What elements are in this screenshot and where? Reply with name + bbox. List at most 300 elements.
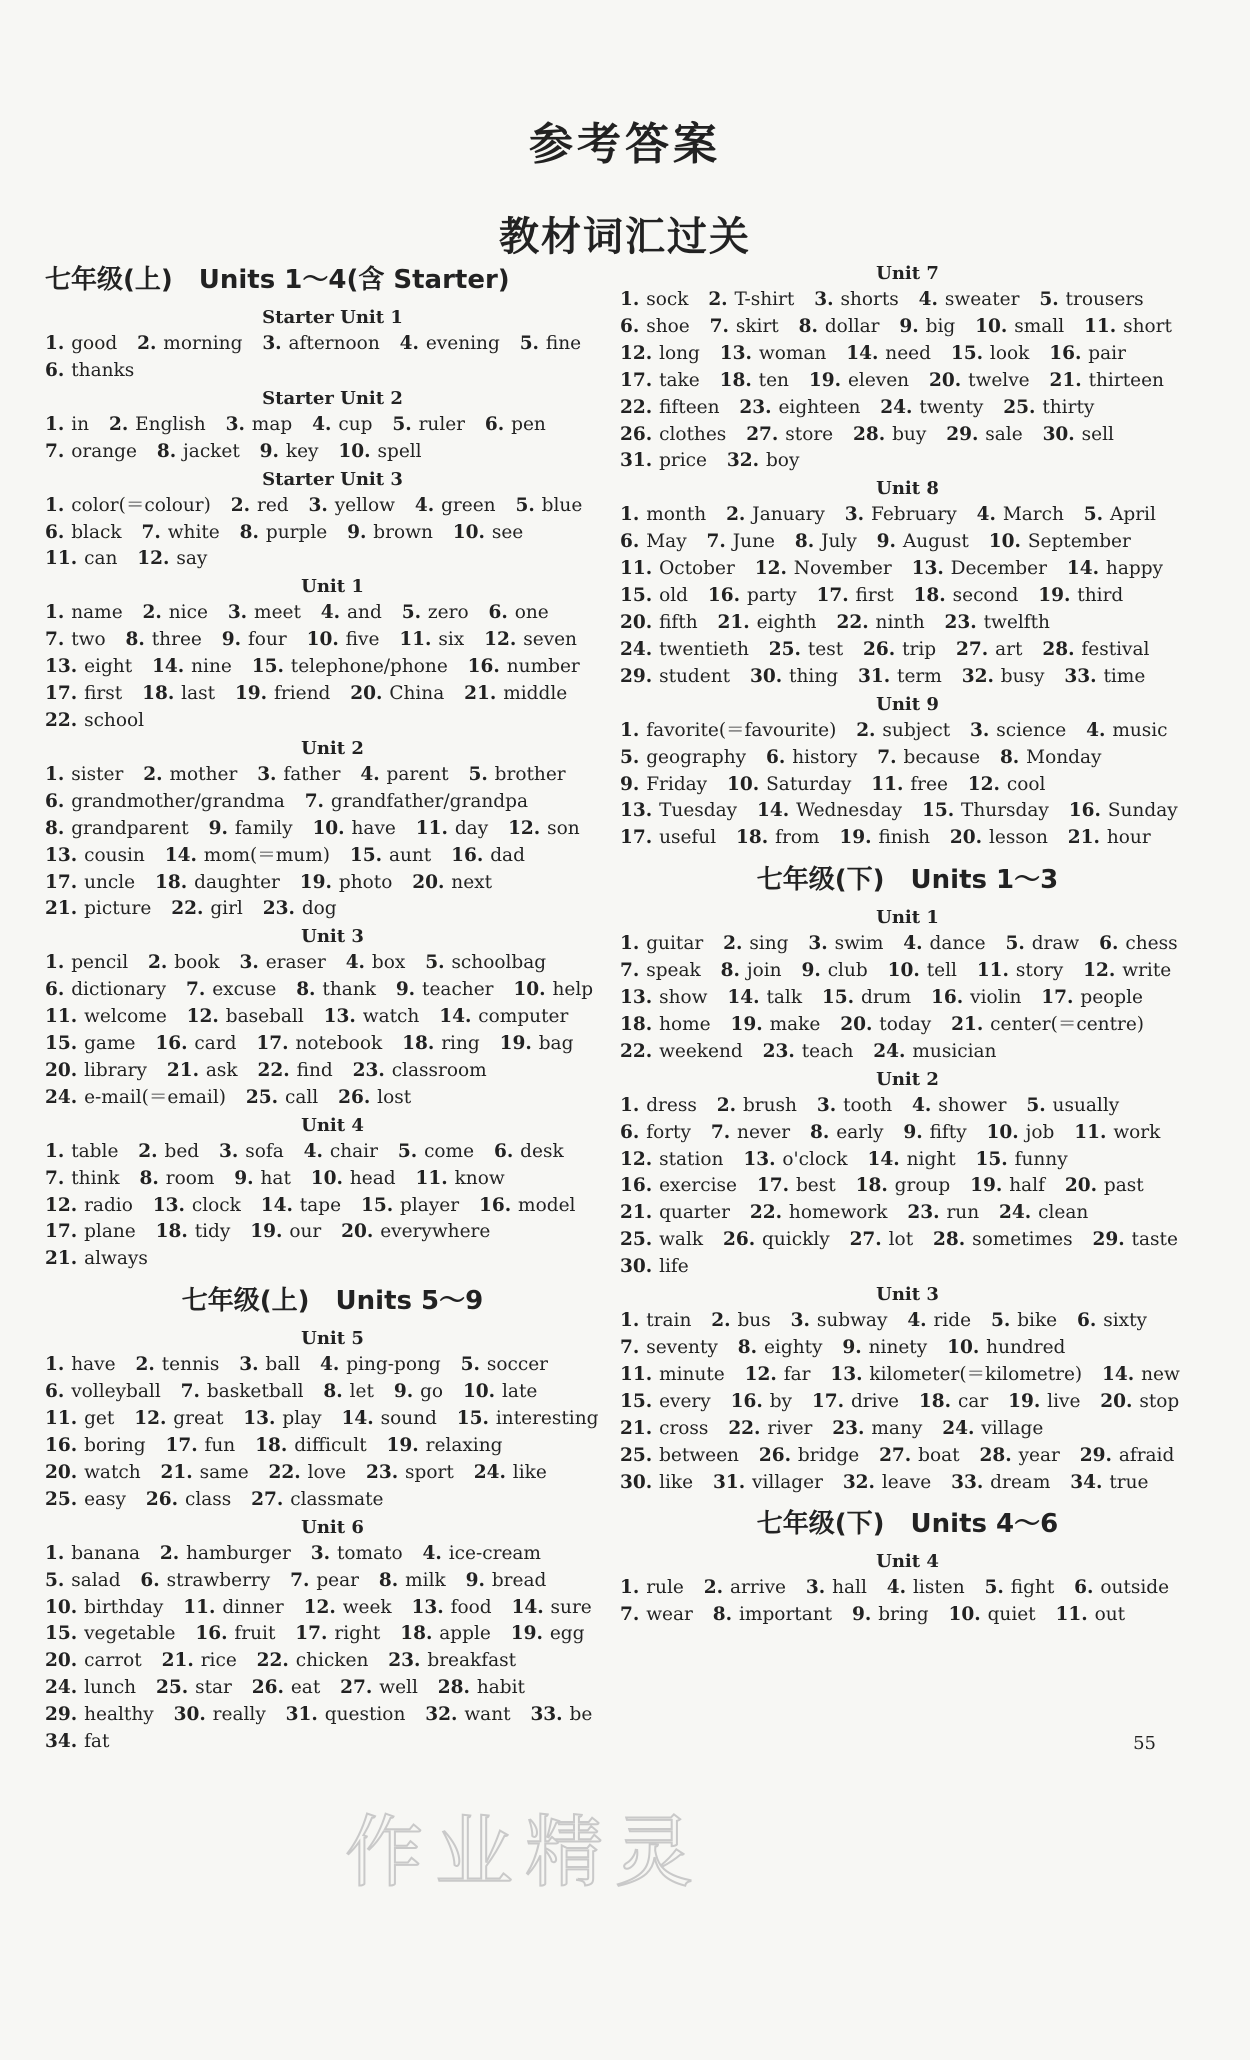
word-item: 9. brown [347,521,433,543]
word-text: look [989,342,1030,364]
word-item: 11. short [1084,315,1172,337]
word-item: 13. cousin [45,844,145,866]
word-item: 16. number [467,656,580,678]
word-item: 12. station [620,1148,724,1170]
word-text: life [659,1256,689,1278]
word-text: find [296,1059,333,1081]
word-text: need [885,342,931,364]
word-item: 26. quickly [722,1229,830,1251]
word-text: car [957,1390,989,1412]
word-item: 19. bag [499,1033,574,1055]
word-text: fun [204,1435,236,1456]
word-text: live [1047,1390,1081,1412]
word-item: 23. teach [762,1040,854,1062]
word-item: 3. swim [808,933,884,955]
word-text: first [855,585,894,607]
word-item: 8. July [794,531,857,553]
word-text: interesting [495,1408,599,1430]
word-item: 26. bridge [758,1444,860,1466]
word-item: 7. orange [45,440,137,462]
word-item: 9. bring [852,1604,929,1626]
word-item: 1. in [45,413,90,435]
word-text: our [289,1221,322,1243]
unit-heading: Unit 8 [876,478,939,500]
word-item: 31. question [285,1704,406,1726]
word-item: 30. like [620,1471,694,1493]
word-text: bring [878,1604,929,1626]
word-item: 4. ice-cream [422,1542,541,1564]
word-text: number [506,656,580,678]
word-item: 20. China [350,683,445,705]
word-item: 20. today [840,1013,932,1035]
word-item: 3. subway [790,1310,888,1332]
word-text: weekend [659,1040,743,1062]
word-text: friend [274,683,331,705]
word-item: 22. find [257,1059,333,1081]
word-text: listen [913,1577,965,1599]
word-text: sound [380,1408,437,1430]
word-text: out [1094,1604,1126,1626]
word-text: dog [301,898,337,920]
word-item: 22. girl [171,898,243,920]
word-item: 25. test [768,638,844,660]
unit-heading: Unit 2 [876,1068,939,1090]
word-item: 2. mother [143,763,238,785]
word-text: Monday [1026,746,1102,768]
word-text: fifteen [659,396,720,418]
word-item: 19. photo [299,871,393,893]
unit-heading: Unit 1 [876,907,939,929]
word-item: 7. white [141,521,220,543]
word-text: telephone/phone [290,656,448,678]
word-text: festival [1081,638,1150,660]
section-heading: 七年级(上) Units 1～4(含 Starter) [45,265,510,295]
word-item: 14. happy [1066,558,1163,580]
word-text: eleven [847,369,910,391]
word-item: 14. nine [152,656,232,678]
vocab-section [620,1504,1195,1629]
word-item: 8. room [139,1167,215,1189]
word-text: classroom [391,1059,487,1081]
word-item: 2. subject [856,719,951,741]
word-list [620,718,1195,853]
word-item: 6. history [765,746,858,768]
word-text: really [212,1704,266,1726]
word-text: family [234,817,293,839]
word-text: sweater [944,289,1020,310]
unit-heading: Unit 5 [301,1328,364,1350]
word-item: 27. well [340,1677,418,1699]
word-text: quickly [762,1229,830,1251]
word-text: draw [1031,933,1080,955]
word-text: today [879,1013,932,1035]
word-item: 7. grandfather/grandpa [304,790,528,812]
word-text: story [1015,960,1064,982]
word-item: 1. good [45,333,118,354]
word-text: habit [476,1677,525,1699]
word-text: pencil [71,952,129,974]
word-item: 6. outside [1074,1577,1170,1599]
word-text: chess [1125,933,1178,955]
word-item: 2. sing [723,933,789,955]
word-text: say [176,548,208,570]
word-text: history [792,746,858,768]
word-item: 11. can [45,548,118,570]
word-item: 5. April [1083,504,1156,526]
word-item: 20. twelve [928,369,1030,391]
word-text: brown [373,521,433,543]
word-item: 2. morning [137,333,243,354]
word-item: 17. plane [45,1221,136,1243]
word-item: 12. long [620,342,700,364]
word-item: 19. relaxing [386,1435,503,1456]
word-item: 17. useful [620,827,717,849]
word-item: 21. thirteen [1049,369,1164,391]
word-text: help [552,979,594,1001]
word-text: e-mail(＝email) [84,1086,226,1108]
word-item: 6. May [620,531,687,553]
word-item: 10. tell [887,960,957,982]
word-item: 28. festival [1042,638,1150,660]
word-list [45,1352,620,1513]
word-text: dress [646,1094,697,1116]
word-text: September [1027,531,1131,553]
word-text: in [71,413,90,435]
word-text: sister [71,763,124,785]
word-text: best [795,1175,836,1197]
word-item: 15. game [45,1033,136,1055]
word-item: 29. student [620,665,731,687]
word-item: 17. fun [165,1435,236,1456]
word-text: price [659,450,707,472]
word-item: 6. black [45,521,122,543]
word-item: 18. group [855,1175,951,1197]
word-item: 29. taste [1092,1229,1178,1251]
word-text: twelfth [983,611,1050,633]
word-text: middle [503,683,568,705]
word-text: right [334,1623,381,1645]
word-text: musician [912,1040,997,1062]
word-text: run [946,1202,980,1224]
word-item: 5. bike [990,1310,1058,1332]
word-item: 22. chicken [256,1650,369,1672]
word-text: chicken [295,1650,369,1672]
word-text: happy [1105,558,1163,580]
word-item: 17. first [816,585,894,607]
word-text: fruit [234,1623,276,1645]
word-text: black [71,521,122,543]
word-item: 26. lost [338,1086,412,1108]
word-item: 4. March [976,504,1064,526]
word-item: 10. birthday [45,1596,164,1618]
word-item: 1. have [45,1354,116,1376]
word-text: library [84,1059,147,1081]
word-text: day [454,817,489,839]
word-item: 9. teacher [395,979,494,1001]
word-item: 4. listen [886,1577,965,1599]
word-item: 6. chess [1099,933,1178,955]
word-text: book [174,952,220,974]
word-text: yellow [334,494,395,516]
word-item: 22. river [728,1417,813,1439]
word-text: April [1110,504,1156,526]
word-item: 15. look [950,342,1030,364]
word-text: far [783,1363,811,1385]
word-item: 11. welcome [45,1006,167,1028]
word-item: 23. twelfth [944,611,1050,633]
word-text: seven [523,629,577,651]
word-text: everywhere [380,1221,491,1243]
word-item: 18. ring [402,1033,480,1055]
word-item: 17. drive [811,1390,899,1412]
word-item: 3. February [844,504,957,526]
word-item: 12. great [134,1408,224,1430]
word-text: October [659,558,735,580]
word-item: 29. healthy [45,1704,154,1726]
word-item: 14. mom(＝mum) [164,844,330,866]
word-text: May [646,531,687,553]
word-item: 14. new [1102,1363,1180,1385]
word-item: 22. school [45,709,145,731]
word-list [45,762,620,923]
word-text: cross [659,1417,709,1439]
word-text: red [256,494,289,516]
word-text: from [775,827,820,849]
word-item: 9. big [899,315,956,337]
word-item: 7. wear [620,1604,693,1626]
word-text: second [952,585,1019,607]
word-text: good [71,333,118,354]
word-text: clean [1038,1202,1089,1224]
word-item: 15. aunt [349,844,432,866]
word-text: meet [254,602,301,624]
word-text: strawberry [166,1569,271,1591]
word-text: early [836,1121,884,1143]
word-text: violin [970,987,1022,1009]
word-item: 5. brother [468,763,566,785]
word-item: 12. week [303,1596,392,1618]
word-item: 17. take [620,369,700,391]
word-text: English [135,413,206,435]
page-number: 55 [1133,1733,1156,1754]
word-text: ask [205,1059,238,1081]
word-list [620,1308,1195,1496]
word-item: 3. hall [805,1577,867,1599]
word-text: lost [377,1086,412,1108]
word-text: tell [926,960,957,982]
word-list [620,1093,1195,1281]
word-item: 2. nice [142,602,208,624]
word-text: science [996,719,1067,741]
word-item: 9. Friday [620,773,708,795]
word-text: watch [362,1006,420,1028]
word-text: skirt [735,315,779,337]
word-text: swim [834,933,884,955]
unit-heading: Unit 1 [301,576,364,598]
word-text: teach [801,1040,854,1062]
word-item: 9. bread [465,1569,547,1591]
word-item: 8. dollar [798,315,880,337]
word-item: 11. know [415,1167,505,1189]
vocab-section [45,1281,620,1756]
word-text: August [902,531,969,553]
word-text: boring [84,1435,146,1456]
word-item: 30. life [620,1256,689,1278]
word-text: test [807,638,844,660]
word-text: fifty [929,1121,967,1143]
word-text: between [659,1444,739,1466]
word-text: subway [816,1310,888,1332]
word-text: village [981,1417,1044,1439]
word-text: picture [84,898,152,920]
word-text: lesson [989,827,1048,849]
word-text: jacket [183,440,240,462]
word-text: sock [646,289,689,310]
word-item: 3. shorts [814,289,899,310]
word-text: tape [299,1194,342,1216]
word-text: eighty [763,1337,823,1358]
word-item: 1. dress [620,1094,697,1116]
word-text: free [910,773,948,795]
vocab-section [620,860,1195,1496]
word-text: morning [163,333,243,354]
word-item: 19. make [730,1013,821,1035]
word-text: twenty [919,396,984,418]
word-item: 19. third [1038,585,1124,607]
word-item: 7. two [45,629,106,651]
word-item: 6. grandmother/grandma [45,790,285,812]
word-item: 10. have [312,817,396,839]
word-item: 8. jacket [156,440,240,462]
unit-heading: Starter Unit 1 [262,307,403,328]
word-text: every [659,1390,711,1412]
word-item: 6. shoe [620,315,690,337]
word-text: woman [758,342,827,364]
word-item: 1. train [620,1310,692,1332]
word-text: thank [322,979,376,1001]
word-text: exercise [659,1175,737,1197]
word-item: 10. quiet [948,1604,1036,1626]
word-text: table [71,1140,119,1162]
word-text: tomato [336,1542,403,1564]
word-item: 14. tape [260,1194,342,1216]
word-text: question [324,1704,406,1726]
word-list [45,600,620,735]
word-text: July [821,531,857,553]
word-item: 26. class [145,1488,232,1510]
word-item: 7. skirt [709,315,779,337]
word-item: 5. ruler [392,413,466,435]
word-item: 7. excuse [185,979,277,1001]
word-item: 27. classmate [251,1488,384,1510]
word-item: 23. run [907,1202,980,1224]
word-text: music [1112,719,1168,741]
word-text: sport [405,1461,454,1483]
word-item: 22. weekend [620,1040,743,1062]
word-item: 4. green [414,494,496,516]
word-text: color(＝colour) [71,494,211,516]
word-text: watch [84,1461,141,1483]
word-item: 3. meet [227,602,301,624]
word-text: have [351,817,396,839]
word-item: 20. carrot [45,1650,142,1672]
word-item: 8. important [712,1604,833,1626]
word-item: 7. because [877,746,981,768]
word-text: milk [405,1569,446,1591]
word-item: 2. red [230,494,289,516]
word-text: Wednesday [796,800,903,822]
word-item: 13. kilometer(＝kilometre) [830,1363,1083,1385]
word-item: 18. apple [400,1623,491,1645]
word-list [45,412,620,466]
word-list [620,1575,1195,1629]
word-text: cool [1006,773,1046,795]
word-item: 4. dance [903,933,986,955]
word-item: 17. people [1041,987,1143,1009]
word-text: dream [990,1471,1051,1493]
word-text: food [450,1596,492,1618]
word-item: 24. e-mail(＝email) [45,1086,226,1108]
word-text: dad [490,844,525,866]
word-text: card [194,1033,237,1055]
word-item: 28. year [979,1444,1060,1466]
word-text: rule [646,1577,684,1599]
word-text: Sunday [1107,800,1178,822]
word-text: buy [892,423,927,445]
word-text: twentieth [659,638,749,660]
word-text: star [195,1677,232,1699]
word-item: 15. Thursday [921,800,1049,822]
word-text: let [349,1381,374,1403]
word-item: 20. stop [1100,1390,1180,1412]
word-text: sell [1081,423,1114,445]
word-item: 28. sometimes [933,1229,1073,1251]
word-text: easy [84,1488,127,1510]
word-item: 34. true [1070,1471,1149,1493]
word-text: finish [878,827,931,849]
word-text: usually [1052,1094,1120,1116]
word-item: 21. quarter [620,1202,730,1224]
left-column [45,260,620,1756]
word-item: 25. easy [45,1488,127,1510]
word-text: four [247,629,287,651]
word-item: 8. three [125,629,202,651]
word-item: 5. fight [984,1577,1055,1599]
word-text: taste [1131,1229,1178,1251]
word-item: 20. past [1064,1175,1144,1197]
word-item: 16. model [478,1194,576,1216]
word-text: zero [427,602,469,624]
word-item: 16. boring [45,1435,146,1456]
word-item: 9. August [876,531,969,553]
word-text: five [345,629,380,651]
word-text: radio [84,1194,133,1216]
word-item: 16. fruit [195,1623,276,1645]
word-text: bed [164,1140,200,1162]
word-item: 18. from [736,827,820,849]
word-item: 21. rice [161,1650,237,1672]
word-text: show [659,987,708,1009]
word-text: bus [737,1310,771,1332]
word-item: 8. Monday [999,746,1102,768]
word-text: homework [788,1202,888,1224]
word-text: sing [749,933,789,955]
word-text: love [307,1461,347,1483]
word-text: useful [659,827,717,849]
word-item: 16. dad [451,844,525,866]
word-text: mom(＝mum) [203,844,330,866]
word-item: 1. table [45,1140,119,1162]
